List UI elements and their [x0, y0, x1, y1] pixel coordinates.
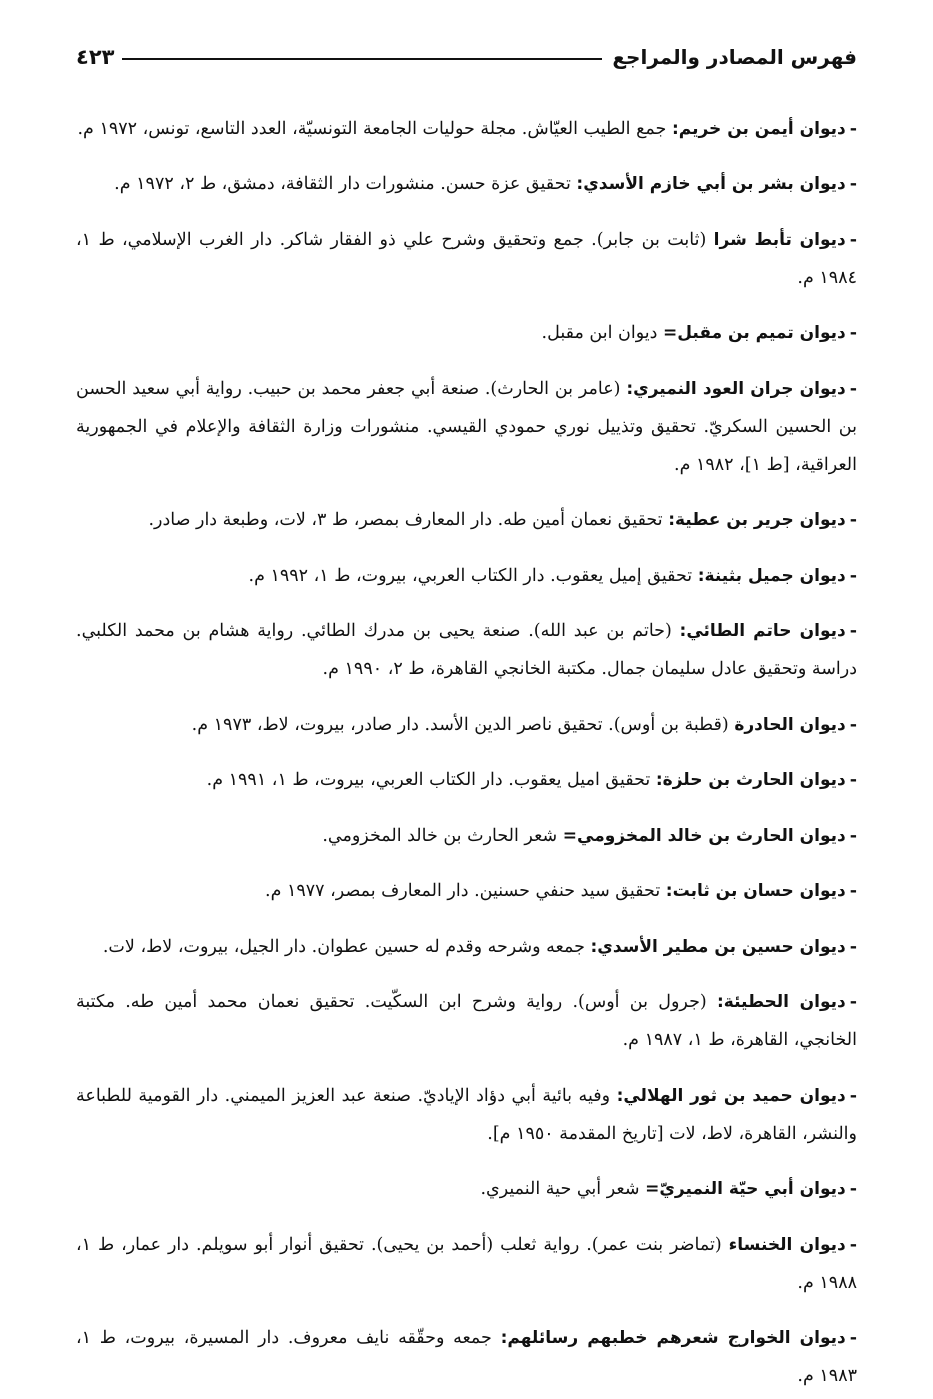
- bibliography-entry: [76, 1170, 857, 1208]
- entry-title: ديوان جرير بن عطية:: [668, 510, 846, 530]
- entry-text: (عامر بن الحارث). صنعة أبي جعفر محمد بن حبيب. رواية أبي سعيد الحسن بن الحسين السكريّ. تحقيق وتذييل نوري حمودي القيسي. منشورات وزارة الثقافة والإعلام في الجمهورية العراقية، [ط ١]، ١٩٨٢ م.: [76, 378, 857, 475]
- page-header: [76, 40, 857, 74]
- entry-bullet: -: [849, 992, 857, 1012]
- bibliography-entry: [76, 1319, 857, 1395]
- bibliography-entry: [76, 1226, 857, 1302]
- entry-title: ديوان جميل بثينة:: [697, 565, 846, 586]
- entry-text: جمعه وحقّقه نايف معروف. دار المسيرة، بيروت، ط ١، ١٩٨٣ م.: [76, 1328, 857, 1386]
- bibliography-entry: [76, 872, 857, 910]
- entry-bullet: -: [849, 174, 857, 194]
- entry-title: ديوان أبي حيّة النميريّ=: [645, 1179, 846, 1199]
- entry-bullet: -: [849, 118, 857, 139]
- bibliography-entry: [76, 370, 857, 484]
- bibliography-entry: [76, 983, 857, 1059]
- entry-title: ديوان الخوارج شعرهم خطبهم رسائلهم:: [500, 1328, 846, 1348]
- entry-title: ديوان الحارث بن حلزة:: [655, 770, 846, 790]
- entry-text: تحقيق إميل يعقوب. دار الكتاب العربي، بيروت، ط ١، ١٩٩٢ م.: [248, 565, 693, 586]
- bibliography-entry: [76, 165, 857, 203]
- entry-bullet: -: [849, 1179, 857, 1199]
- entry-text: تحقيق سيد حنفي حسنين. دار المعارف بمصر، ١٩٧٧ م.: [265, 881, 661, 901]
- entry-text: (جرول بن أوس). رواية وشرح ابن السكّيت. تحقيق نعمان محمد أمين طه. مكتبة الخانجي، القاهرة، ط ١، ١٩٨٧ م.: [76, 992, 857, 1050]
- entry-bullet: -: [849, 229, 857, 250]
- entry-bullet: -: [849, 621, 857, 641]
- entry-text: تحقيق نعمان أمين طه. دار المعارف بمصر، ط ٣، لات، وطبعة دار صادر.: [148, 510, 663, 530]
- entry-bullet: -: [849, 714, 857, 735]
- bibliography-entry: [76, 557, 857, 595]
- bibliography-entry: [76, 928, 857, 966]
- entry-text: جمع الطيب العيّاش. مجلة حوليات الجامعة التونسيّة، العدد التاسع، تونس، ١٩٧٢ م.: [77, 118, 667, 139]
- entry-bullet: -: [849, 323, 857, 343]
- entry-title: ديوان حاتم الطائي:: [679, 621, 846, 641]
- entry-text: (ثابت بن جابر). جمع وتحقيق وشرح علي ذو الفقار شاكر. دار الغرب الإسلامي، ط ١، ١٩٨٤ م.: [76, 229, 857, 288]
- entry-title: ديوان بشر بن أبي خازم الأسدي:: [576, 174, 846, 194]
- entry-title: ديوان جران العود النميري:: [626, 378, 846, 399]
- bibliography-entry: [76, 817, 857, 855]
- entry-text: (حاتم بن عبد الله). صنعة يحيى بن مدرك الطائي. رواية هشام بن محمد الكلبي. دراسة وتحقيق عادل سليمان جمال. مكتبة الخانجي القاهرة، ط ٢، ١٩٩٠ م.: [76, 621, 857, 679]
- bibliography-entry: [76, 501, 857, 539]
- entry-text: شعر أبي حية النميري.: [480, 1179, 640, 1199]
- entry-title: ديوان الحادرة: [734, 714, 846, 735]
- entry-title: ديوان تميم بن مقبل=: [663, 323, 846, 343]
- entry-text: تحقيق اميل يعقوب. دار الكتاب العربي، بيروت، ط ١، ١٩٩١ م.: [206, 770, 651, 790]
- entry-bullet: -: [849, 936, 857, 957]
- entry-bullet: -: [849, 1328, 857, 1348]
- page-number: ٤٢٣: [76, 45, 115, 69]
- entry-text: (تماضر بنت عمر). رواية ثعلب (أحمد بن يحيى). تحقيق أنوار أبو سويلم. دار عمار، ط ١، ١٩٨٨ م.: [76, 1234, 857, 1293]
- entry-title: ديوان حميد بن ثور الهلالي:: [616, 1085, 846, 1106]
- entry-bullet: -: [849, 378, 857, 399]
- entry-text: وفيه بائية أبي دؤاد الإياديّ. صنعة عبد العزيز الميمني. دار القومية للطباعة والنشر، القاهرة، لاط، لات [تاريخ المقدمة ١٩٥٠ م].: [76, 1085, 857, 1144]
- entry-title: ديوان أيمن بن خريم:: [671, 118, 846, 139]
- bibliography-entry: [76, 612, 857, 688]
- entry-title: ديوان حسان بن ثابت:: [665, 881, 846, 901]
- entry-bullet: -: [849, 1085, 858, 1106]
- entry-bullet: -: [849, 770, 857, 790]
- entry-text: شعر الحارث بن خالد المخزومي.: [322, 825, 558, 846]
- bibliography-entry: [76, 706, 857, 744]
- entry-text: ديوان ابن مقبل.: [541, 323, 658, 343]
- bibliography-entry: [76, 110, 857, 148]
- entry-bullet: -: [849, 565, 857, 586]
- entry-bullet: -: [849, 881, 857, 901]
- entry-text: (قطبة بن أوس). تحقيق ناصر الدين الأسد. دار صادر، بيروت، لاط، ١٩٧٣ م.: [191, 714, 729, 735]
- entry-text: تحقيق عزة حسن. منشورات دار الثقافة، دمشق، ط ٢، ١٩٧٢ م.: [114, 174, 571, 194]
- entry-title: ديوان حسين بن مطير الأسدي:: [590, 936, 846, 957]
- bibliography-list: [76, 92, 857, 1399]
- entry-title: ديوان الحطيئة:: [716, 992, 846, 1012]
- header-rule: [122, 58, 602, 60]
- bibliography-entry: [76, 1077, 857, 1153]
- entry-title: ديوان الحارث بن خالد المخزومي=: [562, 825, 846, 846]
- bibliography-entry: [76, 314, 857, 352]
- entry-title: ديوان تأبط شرا: [713, 229, 846, 250]
- entry-bullet: -: [849, 510, 857, 530]
- entry-title: ديوان الخنساء: [728, 1234, 846, 1255]
- bibliography-entry: [76, 221, 857, 297]
- entry-text: جمعه وشرحه وقدم له حسين عطوان. دار الجيل، بيروت، لاط، لات.: [102, 936, 585, 957]
- entry-bullet: -: [849, 1234, 858, 1255]
- entry-bullet: -: [849, 825, 857, 846]
- running-title: فهرس المصادر والمراجع: [612, 45, 857, 69]
- bibliography-entry: [76, 761, 857, 799]
